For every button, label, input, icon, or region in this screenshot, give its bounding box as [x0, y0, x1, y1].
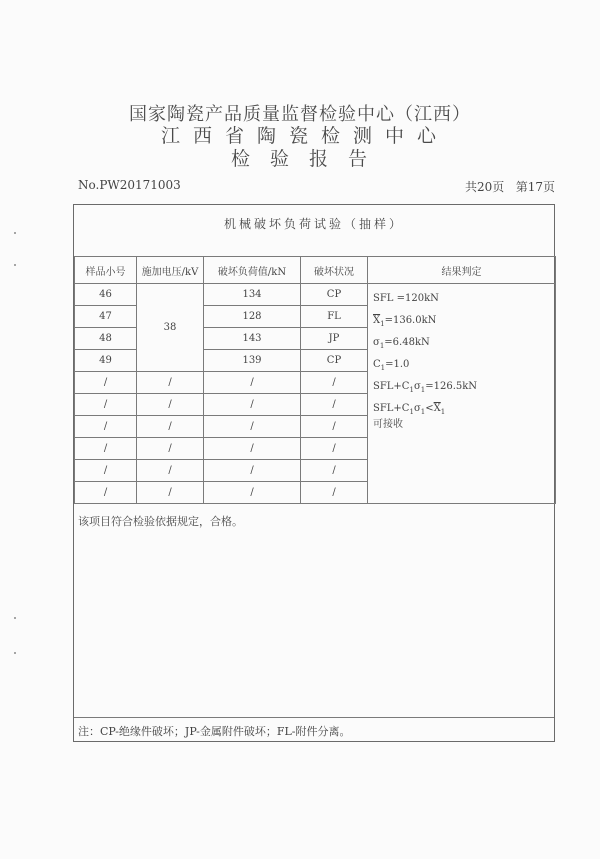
cell-result-judgement	[368, 284, 556, 504]
cell-sample: 47	[75, 306, 137, 328]
cell-status: /	[301, 438, 368, 460]
cell-status: CP	[301, 284, 368, 306]
cell-voltage: /	[137, 394, 204, 416]
result-line-sigma: $\sigma_1=6.48kN$	[373, 337, 430, 350]
test-title: 机械破坏负荷试验（抽样）	[223, 217, 404, 231]
page-info: 共20页 第17页	[465, 180, 555, 194]
cell-sample: /	[75, 416, 137, 438]
scan-speck	[14, 232, 16, 234]
cell-sample: 48	[75, 328, 137, 350]
cell-load: 139	[204, 350, 301, 372]
cell-sample: /	[75, 372, 137, 394]
cell-sample: /	[75, 394, 137, 416]
cell-load: 134	[204, 284, 301, 306]
header-voltage: 施加电压/kV	[137, 257, 204, 284]
cell-load: 143	[204, 328, 301, 350]
result-line-sfl: SFL =120kN	[373, 293, 439, 304]
cell-voltage: /	[137, 460, 204, 482]
cell-voltage: /	[137, 482, 204, 504]
result-line-sum: $SFL+C_1\sigma_1=126.5kN$	[373, 381, 478, 394]
cell-load: /	[204, 482, 301, 504]
cell-status: /	[301, 482, 368, 504]
cell-sample: /	[75, 460, 137, 482]
result-line-c: $C_1=1.0$	[373, 359, 410, 372]
result-verdict: 可接收	[373, 419, 403, 430]
cell-load: /	[204, 394, 301, 416]
header-org-name: 国家陶瓷产品质量监督检验中心（江西）	[129, 104, 471, 125]
cell-sample: 46	[75, 284, 137, 306]
cell-status: /	[301, 372, 368, 394]
cell-load: /	[204, 438, 301, 460]
cell-status: /	[301, 394, 368, 416]
cell-voltage: /	[137, 438, 204, 460]
cell-sample: /	[75, 438, 137, 460]
cell-load: 128	[204, 306, 301, 328]
scan-speck	[14, 652, 16, 654]
cell-voltage: /	[137, 416, 204, 438]
remarks-divider	[74, 717, 554, 718]
report-number: No.PW20171003	[78, 178, 181, 192]
cell-status: /	[301, 416, 368, 438]
cell-voltage: /	[137, 372, 204, 394]
cell-load: /	[204, 460, 301, 482]
header-report-title: 检验报告	[230, 148, 387, 170]
table-row	[75, 284, 556, 306]
header-failing-load: 破坏负荷值/kN	[204, 257, 301, 284]
conclusion-text: 该项目符合检验依据规定，合格。	[78, 515, 243, 528]
result-line-compare: $SFL+C_1\sigma_1<\overline{X}_1$	[373, 403, 446, 416]
cell-voltage-merged: 38	[137, 284, 204, 372]
result-line-mean: $\overline{X}_1=136.0kN$	[373, 315, 437, 328]
cell-status: FL	[301, 306, 368, 328]
cell-sample: 49	[75, 350, 137, 372]
cell-load: /	[204, 416, 301, 438]
cell-status: CP	[301, 350, 368, 372]
cell-status: /	[301, 460, 368, 482]
scan-speck	[14, 617, 16, 619]
header-center-name: 江西省陶瓷检测中心	[160, 125, 449, 147]
header-failure-mode: 破坏状况	[301, 257, 368, 284]
results-table	[74, 256, 556, 504]
header-result: 结果判定	[368, 257, 556, 284]
scan-speck	[14, 264, 16, 266]
cell-status: JP	[301, 328, 368, 350]
cell-sample: /	[75, 482, 137, 504]
header-sample-no: 样品小号	[75, 257, 137, 284]
remarks-note: 注：CP-绝缘件破坏；JP-金属附件破坏；FL-附件分离。	[78, 725, 351, 738]
cell-load: /	[204, 372, 301, 394]
table-header-row	[75, 257, 556, 284]
